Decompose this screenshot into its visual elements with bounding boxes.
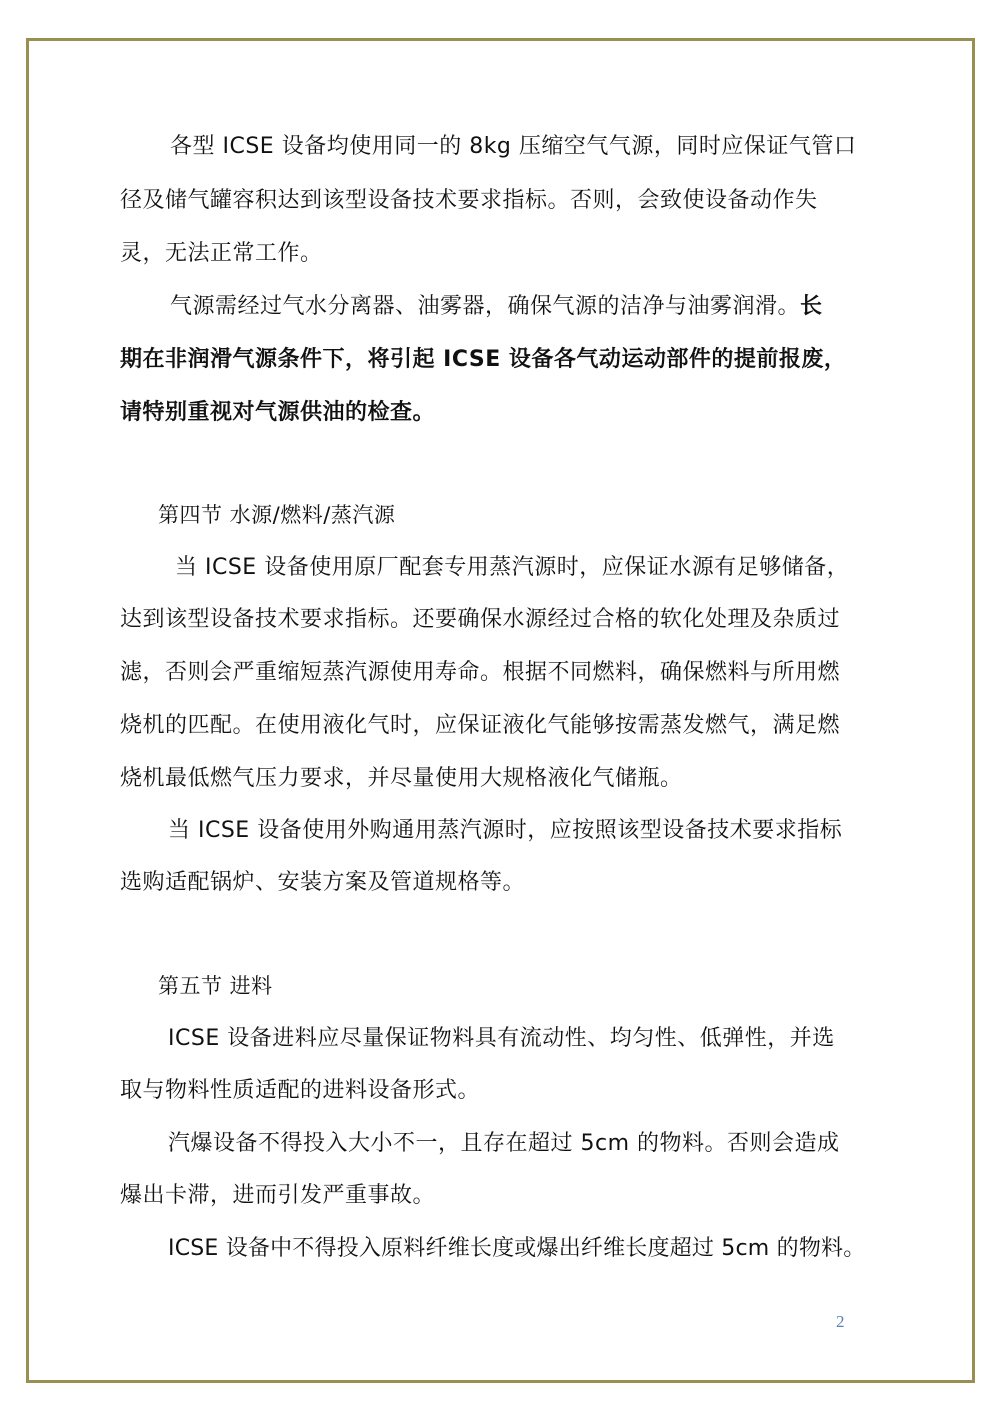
- paragraph-line: 烧机最低燃气压力要求，并尽量使用大规格液化气储瓶。: [120, 766, 683, 791]
- emphasis-text: 长: [800, 294, 823, 319]
- paragraph-line: 选购适配锅炉、安装方案及管道规格等。: [120, 870, 526, 895]
- paragraph-line: 达到该型设备技术要求指标。还要确保水源经过合格的软化处理及杂质过: [120, 607, 841, 632]
- paragraph-text: 气源需经过气水分离器、油雾器，确保气源的洁净与油雾润滑。: [170, 294, 801, 319]
- paragraph-line: 灵，无法正常工作。: [120, 241, 323, 266]
- emphasis-line: 期在非润滑气源条件下，将引起 ICSE 设备各气动运动部件的提前报废，: [120, 347, 847, 372]
- paragraph-line: 爆出卡滞，进而引发严重事故。: [120, 1183, 436, 1208]
- paragraph-line: 当 ICSE 设备使用外购通用蒸汽源时，应按照该型设备技术要求指标: [168, 818, 843, 843]
- section-heading: 第五节 进料: [158, 974, 273, 998]
- paragraph-line: 取与物料性质适配的进料设备形式。: [120, 1078, 481, 1103]
- paragraph-line: ICSE 设备中不得投入原料纤维长度或爆出纤维长度超过 5cm 的物料。: [168, 1236, 866, 1261]
- paragraph-line: 各型 ICSE 设备均使用同一的 8kg 压缩空气气源，同时应保证气管口: [170, 134, 857, 159]
- paragraph-line: 滤，否则会严重缩短蒸汽源使用寿命。根据不同燃料，确保燃料与所用燃: [120, 660, 841, 685]
- page-number: 2: [836, 1312, 845, 1331]
- paragraph-line: 径及储气罐容积达到该型设备技术要求指标。否则，会致使设备动作失: [120, 188, 818, 213]
- paragraph-line: 汽爆设备不得投入大小不一，且存在超过 5cm 的物料。否则会造成: [168, 1131, 840, 1156]
- paragraph-line: 当 ICSE 设备使用原厂配套专用蒸汽源时，应保证水源有足够储备，: [175, 555, 850, 580]
- section-heading: 第四节 水源/燃料/蒸汽源: [158, 503, 396, 527]
- paragraph-line: ICSE 设备进料应尽量保证物料具有流动性、均匀性、低弹性，并选: [168, 1026, 835, 1051]
- emphasis-line: 请特别重视对气源供油的检查。: [120, 400, 436, 425]
- paragraph-line: 烧机的匹配。在使用液化气时，应保证液化气能够按需蒸发燃气，满足燃: [120, 713, 841, 738]
- paragraph-line: [170, 291, 910, 323]
